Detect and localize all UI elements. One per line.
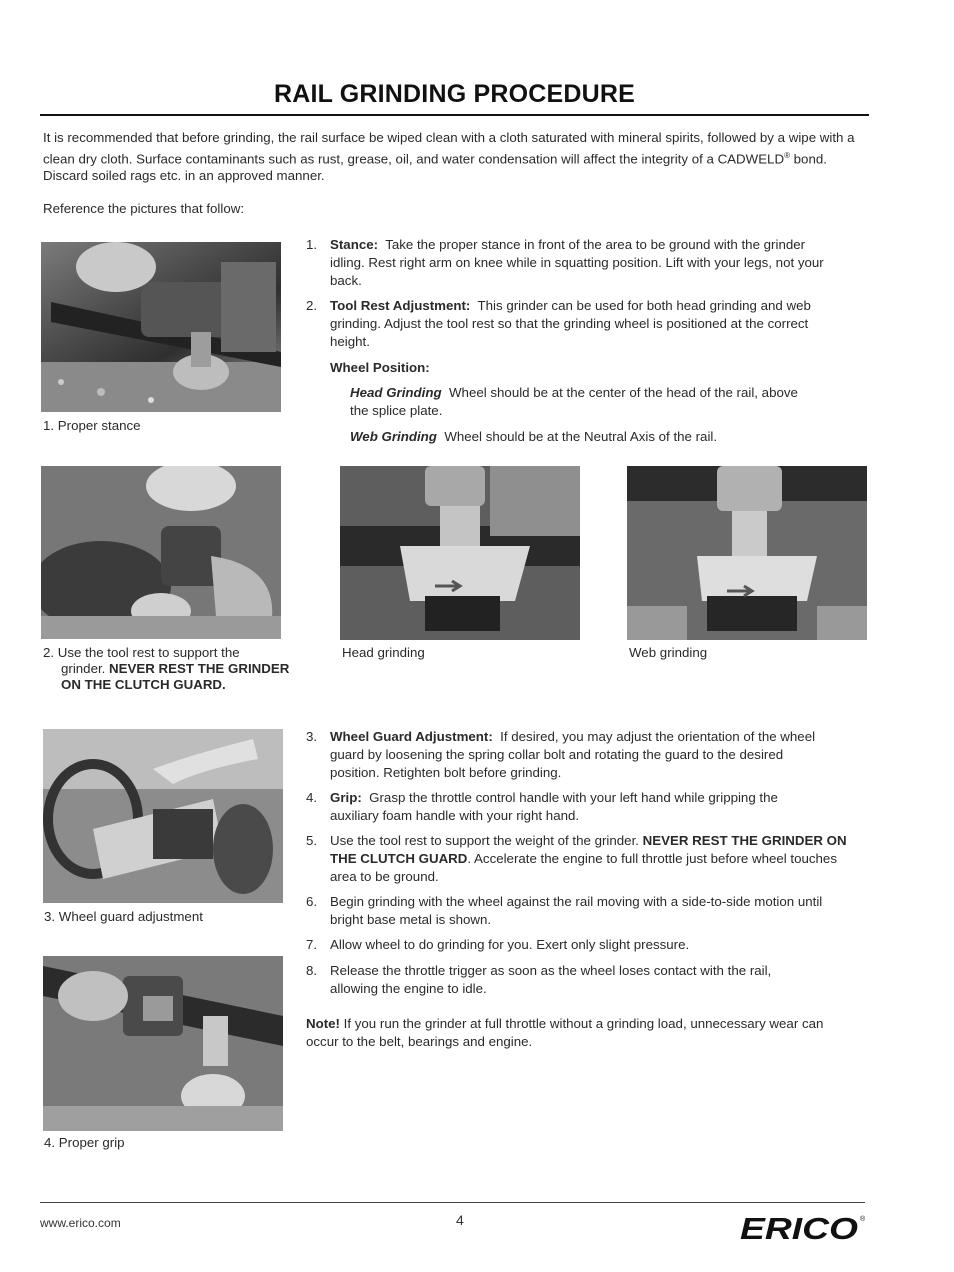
- svg-text:ERICO: ERICO: [740, 1212, 858, 1244]
- photo-proper-stance: [41, 242, 281, 412]
- head-grinding-text: Head Grinding Wheel should be at the center of the head of the rail, above the splice plate.: [350, 385, 798, 418]
- intro-paragraph: It is recommended that before grinding, the rail surface be wiped clean with a cloth saturated with mineral spirits, followed by a wipe with a clean dry cloth. Surface contaminants such as rust, grease, oil, and water condensation will affect the integrity of a CADWELD® bond. Discard soiled rags etc. in an approved manner.: [43, 130, 855, 184]
- page-number: 4: [456, 1212, 464, 1228]
- caption-proper-grip: 4. Proper grip: [44, 1135, 125, 1150]
- photo-proper-grip: [43, 956, 283, 1131]
- photo-head-grinding: [340, 466, 580, 640]
- svg-text:®: ®: [860, 1216, 866, 1223]
- caption-web-grinding: Web grinding: [629, 645, 708, 660]
- erico-logo: [738, 1212, 868, 1249]
- photo-wheel-guard: [43, 729, 283, 903]
- reference-text: Reference the pictures that follow:: [43, 201, 245, 216]
- caption-tool-rest: 2. Use the tool rest to support the grinder. NEVER REST THE GRINDER ON THE CLUTCH GUARD.: [43, 645, 290, 692]
- footer-divider: [40, 1202, 865, 1203]
- caption-proper-stance: 1. Proper stance: [43, 418, 141, 433]
- photo-tool-rest: [41, 466, 281, 639]
- note-paragraph: Note! If you run the grinder at full throttle without a grinding load, unnecessary wear can occur to the belt, bearings and engine.: [306, 1016, 824, 1049]
- web-grinding-text: Web Grinding Wheel should be at the Neutral Axis of the rail.: [350, 429, 718, 444]
- caption-head-grinding: Head grinding: [342, 645, 425, 660]
- caption-wheel-guard: 3. Wheel guard adjustment: [44, 909, 203, 924]
- page-title: RAIL GRINDING PROCEDURE: [273, 80, 636, 108]
- photo-web-grinding: [627, 466, 867, 640]
- wheel-position-heading: Wheel Position:: [330, 360, 430, 375]
- footer-url[interactable]: www.erico.com: [40, 1216, 121, 1230]
- title-divider: [40, 114, 869, 116]
